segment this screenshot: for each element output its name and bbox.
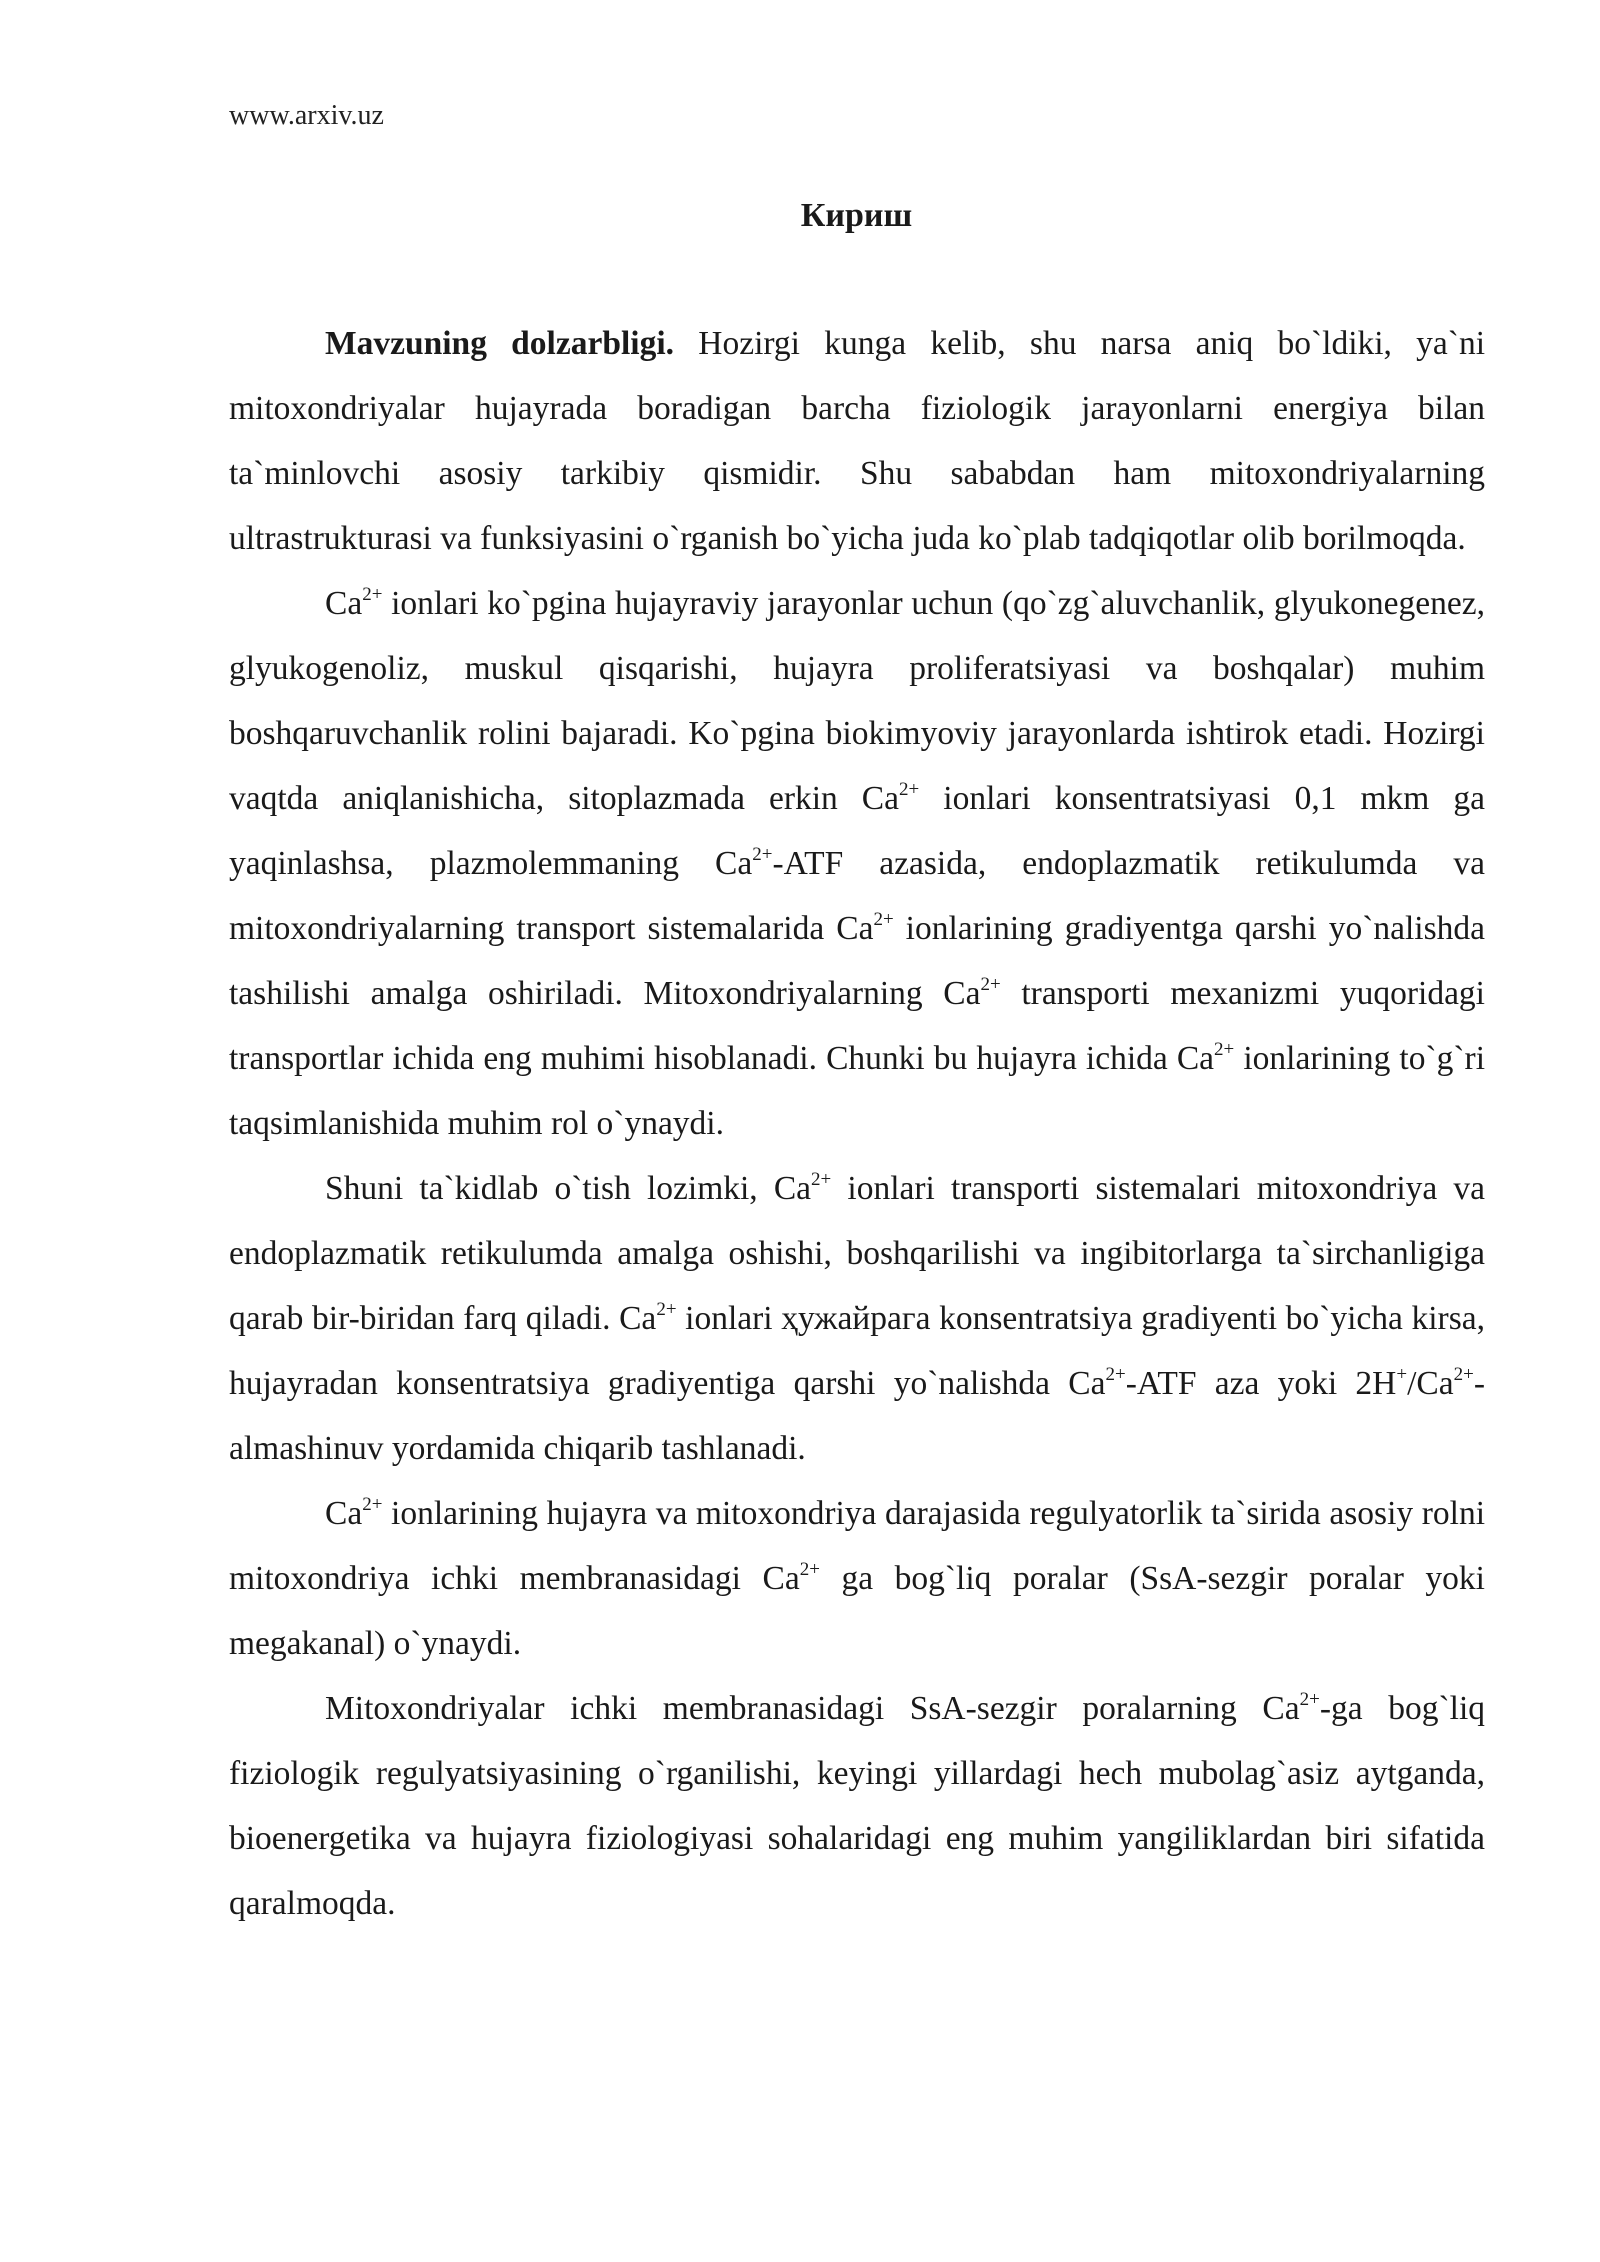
text-run: /Ca (1407, 1365, 1454, 1402)
superscript: 2+ (1105, 1364, 1126, 1385)
text-run: ionlari transporti sistemalari mitoxondriya va endoplazmatik retikulumda amalga oshishi, boshqarilishi va ingibitorlarga ta`sirchanligiga qarab bir-biridan farq qiladi. Ca (229, 1170, 1485, 1337)
superscript: 2+ (899, 779, 920, 800)
text-run: transporti mexanizmi yuqoridagi transportlar ichida eng muhimi hisoblanadi. Chunki bu hujayra ichida Ca (229, 975, 1485, 1077)
paragraph-relevance (229, 311, 1485, 571)
text-run: ionlari ko`pgina hujayraviy jarayonlar uchun (qo`zg`aluvchanlik, glyukonegenez, glyukogenoliz, muskul qisqarishi, hujayra proliferatsiyasi va boshqalar) muhim boshqaruvchanlik rolini bajaradi. Ko`pgina biokimyoviy jarayonlarda ishtirok etadi. Hozirgi vaqtda aniqlanishicha, sitoplazmada erkin Ca (229, 585, 1485, 817)
text-run: -almashinuv yordamida chiqarib tashlanadi. (229, 1365, 1485, 1467)
text-run: Ca (325, 585, 363, 622)
paragraph-transport-systems (229, 1156, 1485, 1481)
text-run: ionlari ҳужайрага konsentratsiya gradiyenti bo`yicha kirsa, hujayradan konsentratsiya gradiyentiga qarshi yo`nalishda Ca (229, 1300, 1485, 1402)
text-run: ionlarining hujayra va mitoxondriya darajasida regulyatorlik ta`sirida asosiy rolni mitoxondriya ichki membranasidagi Ca (229, 1495, 1485, 1597)
site-header: www.arxiv.uz (229, 100, 384, 131)
paragraph-lead: Mavzuning dolzarbligi. (325, 325, 675, 362)
text-run: -ATF azasida, endoplazmatik retikulumda va mitoxondriyalarning transport sistemalarida Ca (229, 845, 1486, 947)
superscript: 2+ (1214, 1039, 1235, 1060)
text-run: -ga bog`liq fiziologik regulyatsiyasining o`rganilishi, keyingi yillardagi hech mubolag`asiz aytganda, bioenergetika va hujayra fiziologiyasi sohalaridagi eng muhim yangiliklardan biri sifatida qaralmoqda. (229, 1690, 1485, 1922)
superscript: 2+ (873, 909, 894, 930)
superscript: 2+ (656, 1299, 677, 1320)
text-run: ionlarining to`g`ri taqsimlanishida muhim rol o`ynaydi. (229, 1040, 1486, 1142)
text-run: ionlarining gradiyentga qarshi yo`nalishda tashilishi amalga oshiriladi. Mitoxondriyalarning Ca (229, 910, 1485, 1012)
paragraph-text: Hozirgi kunga kelib, shu narsa aniq bo`ldiki, ya`ni mitoxondriyalar hujayrada boradigan barcha fiziologik jarayonlarni energiya bilan ta`minlovchi asosiy tarkibiy qismidir. Shu sababdan ham mitoxondriyalarning ultrastrukturasi va funksiyasini o`rganish bo`yicha juda ko`plab tadqiqotlar olib borilmoqda. (229, 325, 1485, 557)
superscript: + (1396, 1364, 1408, 1385)
superscript: 2+ (1299, 1689, 1320, 1710)
paragraph-calcium-roles (229, 571, 1485, 1156)
superscript: 2+ (1453, 1364, 1474, 1385)
superscript: 2+ (980, 974, 1001, 995)
paragraph-significance (229, 1676, 1485, 1936)
paragraph-regulation (229, 1481, 1485, 1676)
text-run: Mitoxondriyalar ichki membranasidagi SsA-sezgir poralarning Ca (325, 1690, 1300, 1727)
superscript: 2+ (799, 1559, 820, 1580)
document-body (229, 311, 1485, 1936)
text-run: ionlari konsentratsiyasi 0,1 mkm ga yaqinlashsa, plazmolemmaning Ca (229, 780, 1485, 882)
text-run: Ca (325, 1495, 363, 1532)
page-title: Кириш (800, 197, 913, 234)
text-run: ga bog`liq poralar (SsA-sezgir poralar yoki megakanal) o`ynaydi. (229, 1560, 1485, 1662)
superscript: 2+ (362, 584, 383, 605)
text-run: -ATF aza yoki 2H (1125, 1365, 1397, 1402)
superscript: 2+ (752, 844, 773, 865)
text-run: Shuni ta`kidlab o`tish lozimki, Ca (325, 1170, 812, 1207)
superscript: 2+ (362, 1494, 383, 1515)
superscript: 2+ (811, 1169, 832, 1190)
